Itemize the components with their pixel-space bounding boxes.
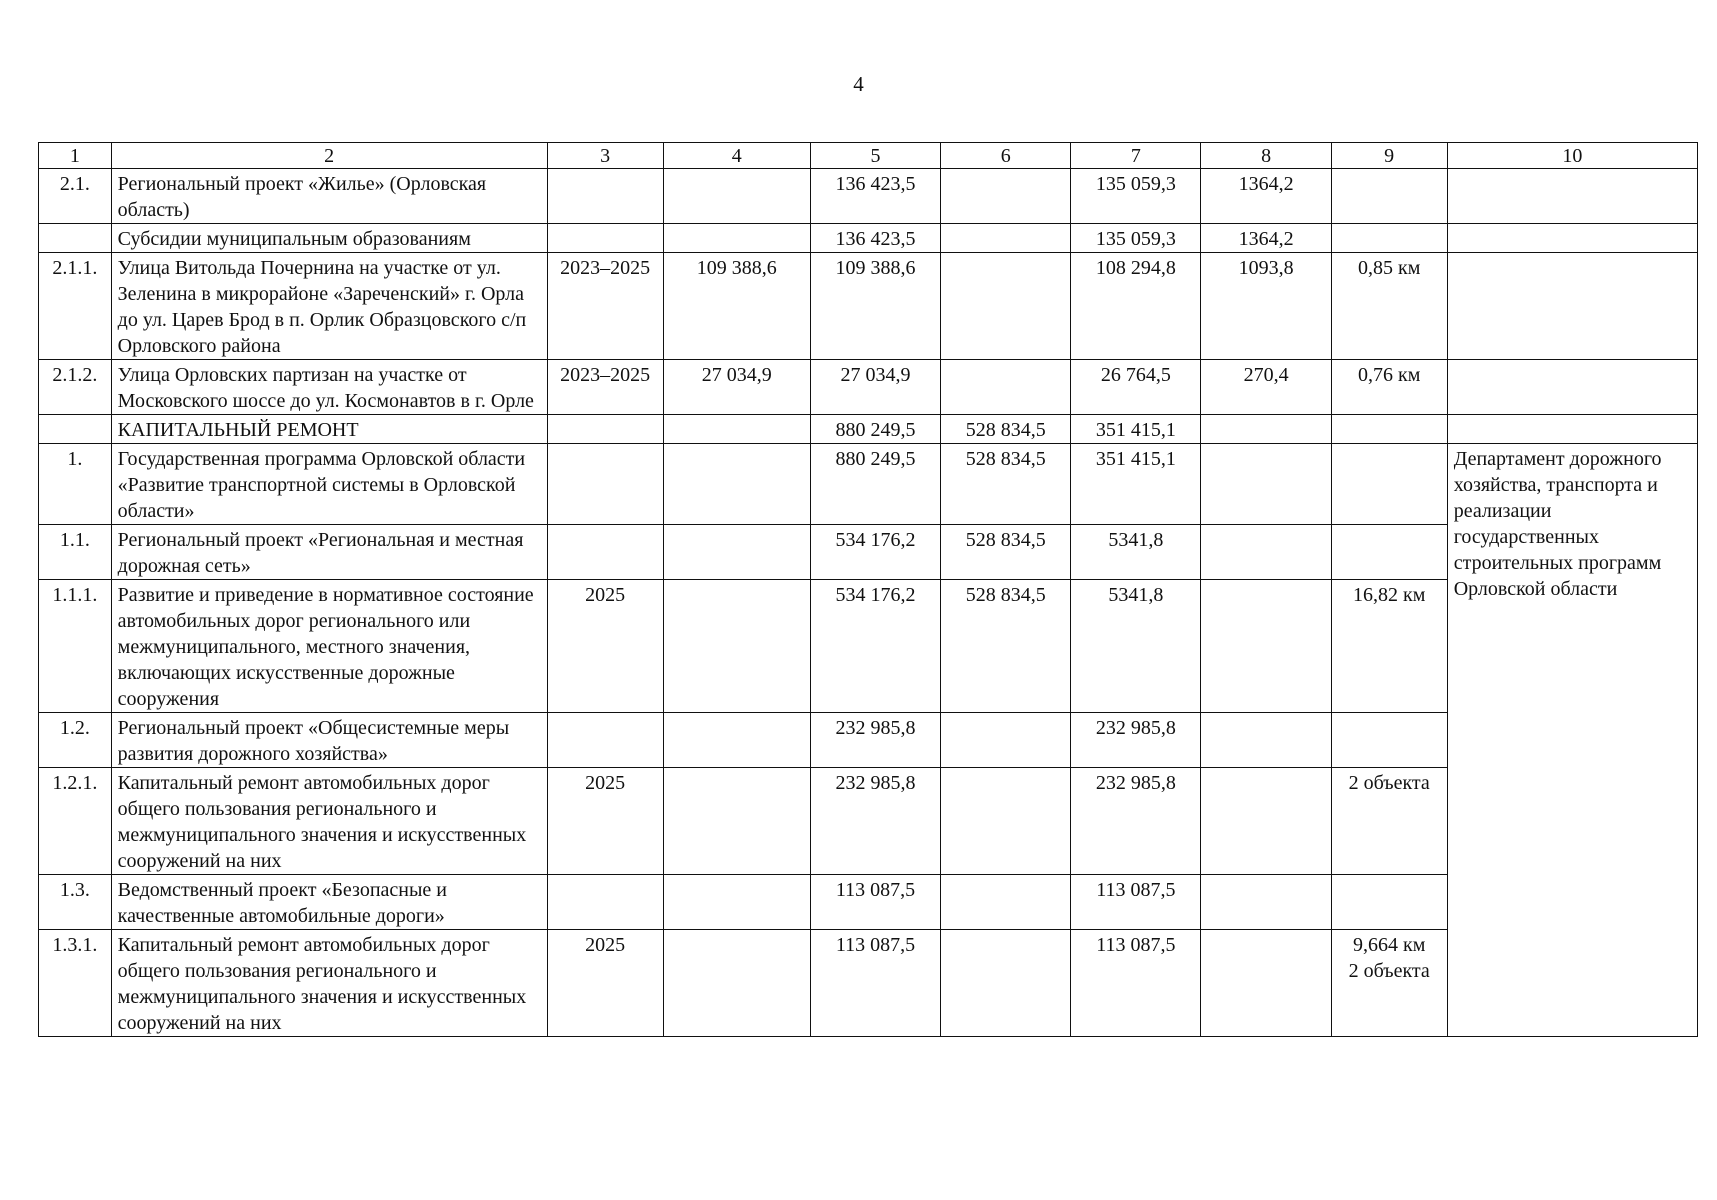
row-name: Капитальный ремонт автомобильных дорог общего пользования регионального и межмуниципального значения и искусственных сооружений на них	[111, 930, 547, 1037]
row-total: 534 176,2	[810, 580, 940, 713]
row-cost	[663, 713, 810, 768]
row-period	[547, 415, 663, 444]
row-period: 2023–2025	[547, 253, 663, 360]
row-number: 1.1.1.	[39, 580, 112, 713]
row-regional: 26 764,5	[1071, 360, 1201, 415]
row-federal	[941, 930, 1071, 1037]
row-name: Региональный проект «Общесистемные меры развития дорожного хозяйства»	[111, 713, 547, 768]
header-row	[39, 143, 1698, 169]
row-total: 880 249,5	[810, 444, 940, 525]
row-cost	[663, 525, 810, 580]
row-result	[1331, 713, 1447, 768]
col-header-9: 9	[1331, 143, 1447, 169]
row-name: Региональный проект «Жилье» (Орловская область)	[111, 169, 547, 224]
row-result	[1331, 875, 1447, 930]
row-total: 113 087,5	[810, 875, 940, 930]
row-period: 2025	[547, 768, 663, 875]
row-regional: 351 415,1	[1071, 415, 1201, 444]
row-local	[1201, 930, 1331, 1037]
row-number: 1.	[39, 444, 112, 525]
row-cost	[663, 415, 810, 444]
col-header-8: 8	[1201, 143, 1331, 169]
row-federal: 528 834,5	[941, 444, 1071, 525]
row-regional: 135 059,3	[1071, 224, 1201, 253]
row-name: Улица Орловских партизан на участке от Московского шоссе до ул. Космонавтов в г. Орле	[111, 360, 547, 415]
row-executor-empty	[1447, 169, 1697, 224]
col-header-4: 4	[663, 143, 810, 169]
row-total: 880 249,5	[810, 415, 940, 444]
row-result	[1331, 525, 1447, 580]
row-result	[1331, 224, 1447, 253]
col-header-7: 7	[1071, 143, 1201, 169]
row-number: 1.2.1.	[39, 768, 112, 875]
row-federal	[941, 169, 1071, 224]
table-row	[39, 444, 1698, 525]
table-row	[39, 415, 1698, 444]
row-cost	[663, 169, 810, 224]
row-number: 1.3.	[39, 875, 112, 930]
row-cost	[663, 768, 810, 875]
row-regional: 113 087,5	[1071, 930, 1201, 1037]
row-federal	[941, 768, 1071, 875]
row-local: 1364,2	[1201, 224, 1331, 253]
row-period: 2025	[547, 930, 663, 1037]
col-header-6: 6	[941, 143, 1071, 169]
row-name: КАПИТАЛЬНЫЙ РЕМОНТ	[111, 415, 547, 444]
row-total: 113 087,5	[810, 930, 940, 1037]
row-cost	[663, 875, 810, 930]
row-local: 1364,2	[1201, 169, 1331, 224]
row-total: 232 985,8	[810, 768, 940, 875]
row-period	[547, 169, 663, 224]
row-number: 1.2.	[39, 713, 112, 768]
row-regional: 108 294,8	[1071, 253, 1201, 360]
row-name: Региональный проект «Региональная и местная дорожная сеть»	[111, 525, 547, 580]
table-row	[39, 253, 1698, 360]
row-federal	[941, 224, 1071, 253]
row-cost	[663, 224, 810, 253]
row-result: 9,664 км 2 объекта	[1331, 930, 1447, 1037]
row-result: 0,76 км	[1331, 360, 1447, 415]
row-result: 16,82 км	[1331, 580, 1447, 713]
row-federal	[941, 875, 1071, 930]
row-executor-empty	[1447, 253, 1697, 360]
row-local	[1201, 444, 1331, 525]
row-period	[547, 713, 663, 768]
row-total: 136 423,5	[810, 169, 940, 224]
program-table	[38, 142, 1698, 1037]
row-cost	[663, 930, 810, 1037]
row-local: 1093,8	[1201, 253, 1331, 360]
row-result: 2 объекта	[1331, 768, 1447, 875]
row-local	[1201, 580, 1331, 713]
table-row	[39, 224, 1698, 253]
row-number: 2.1.	[39, 169, 112, 224]
row-period: 2025	[547, 580, 663, 713]
row-total: 136 423,5	[810, 224, 940, 253]
row-name: Развитие и приведение в нормативное состояние автомобильных дорог регионального или межмуниципального, местного значения, включающих искусственные дорожные сооружения	[111, 580, 547, 713]
table-row	[39, 360, 1698, 415]
row-local	[1201, 713, 1331, 768]
row-result: 0,85 км	[1331, 253, 1447, 360]
row-cost: 27 034,9	[663, 360, 810, 415]
row-cost: 109 388,6	[663, 253, 810, 360]
row-number: 1.3.1.	[39, 930, 112, 1037]
row-local	[1201, 415, 1331, 444]
row-local: 270,4	[1201, 360, 1331, 415]
executor-cell: Департамент дорожного хозяйства, транспорта и реализации государственных строительных программ Орловской области	[1447, 444, 1697, 1037]
row-period	[547, 224, 663, 253]
row-name: Улица Витольда Почернина на участке от ул. Зеленина в микрорайоне «Зареченский» г. Орла до ул. Царев Брод в п. Орлик Образцовского с/п Орловского района	[111, 253, 547, 360]
row-federal: 528 834,5	[941, 580, 1071, 713]
row-local	[1201, 768, 1331, 875]
row-result	[1331, 169, 1447, 224]
row-name: Субсидии муниципальным образованиям	[111, 224, 547, 253]
row-result	[1331, 415, 1447, 444]
row-executor-empty	[1447, 224, 1697, 253]
row-period	[547, 875, 663, 930]
row-federal	[941, 713, 1071, 768]
row-federal	[941, 360, 1071, 415]
row-cost	[663, 444, 810, 525]
row-local	[1201, 525, 1331, 580]
row-number: 1.1.	[39, 525, 112, 580]
row-executor-empty	[1447, 360, 1697, 415]
row-name: Капитальный ремонт автомобильных дорог общего пользования регионального и межмуниципального значения и искусственных сооружений на них	[111, 768, 547, 875]
row-total: 534 176,2	[810, 525, 940, 580]
row-number	[39, 415, 112, 444]
row-local	[1201, 875, 1331, 930]
row-period	[547, 525, 663, 580]
row-regional: 232 985,8	[1071, 768, 1201, 875]
col-header-5: 5	[810, 143, 940, 169]
row-number: 2.1.2.	[39, 360, 112, 415]
row-federal	[941, 253, 1071, 360]
row-period: 2023–2025	[547, 360, 663, 415]
table-row	[39, 169, 1698, 224]
row-total: 232 985,8	[810, 713, 940, 768]
row-number: 2.1.1.	[39, 253, 112, 360]
row-regional: 113 087,5	[1071, 875, 1201, 930]
row-regional: 351 415,1	[1071, 444, 1201, 525]
page-number: 4	[853, 72, 864, 96]
row-result	[1331, 444, 1447, 525]
row-regional: 5341,8	[1071, 580, 1201, 713]
row-regional: 232 985,8	[1071, 713, 1201, 768]
row-federal: 528 834,5	[941, 415, 1071, 444]
col-header-3: 3	[547, 143, 663, 169]
row-regional: 135 059,3	[1071, 169, 1201, 224]
row-period	[547, 444, 663, 525]
col-header-10: 10	[1447, 143, 1697, 169]
row-federal: 528 834,5	[941, 525, 1071, 580]
row-executor-empty	[1447, 415, 1697, 444]
row-name: Ведомственный проект «Безопасные и качественные автомобильные дороги»	[111, 875, 547, 930]
row-cost	[663, 580, 810, 713]
col-header-2: 2	[111, 143, 547, 169]
col-header-1: 1	[39, 143, 112, 169]
row-total: 27 034,9	[810, 360, 940, 415]
row-name: Государственная программа Орловской области «Развитие транспортной системы в Орловской области»	[111, 444, 547, 525]
row-total: 109 388,6	[810, 253, 940, 360]
row-number	[39, 224, 112, 253]
row-regional: 5341,8	[1071, 525, 1201, 580]
